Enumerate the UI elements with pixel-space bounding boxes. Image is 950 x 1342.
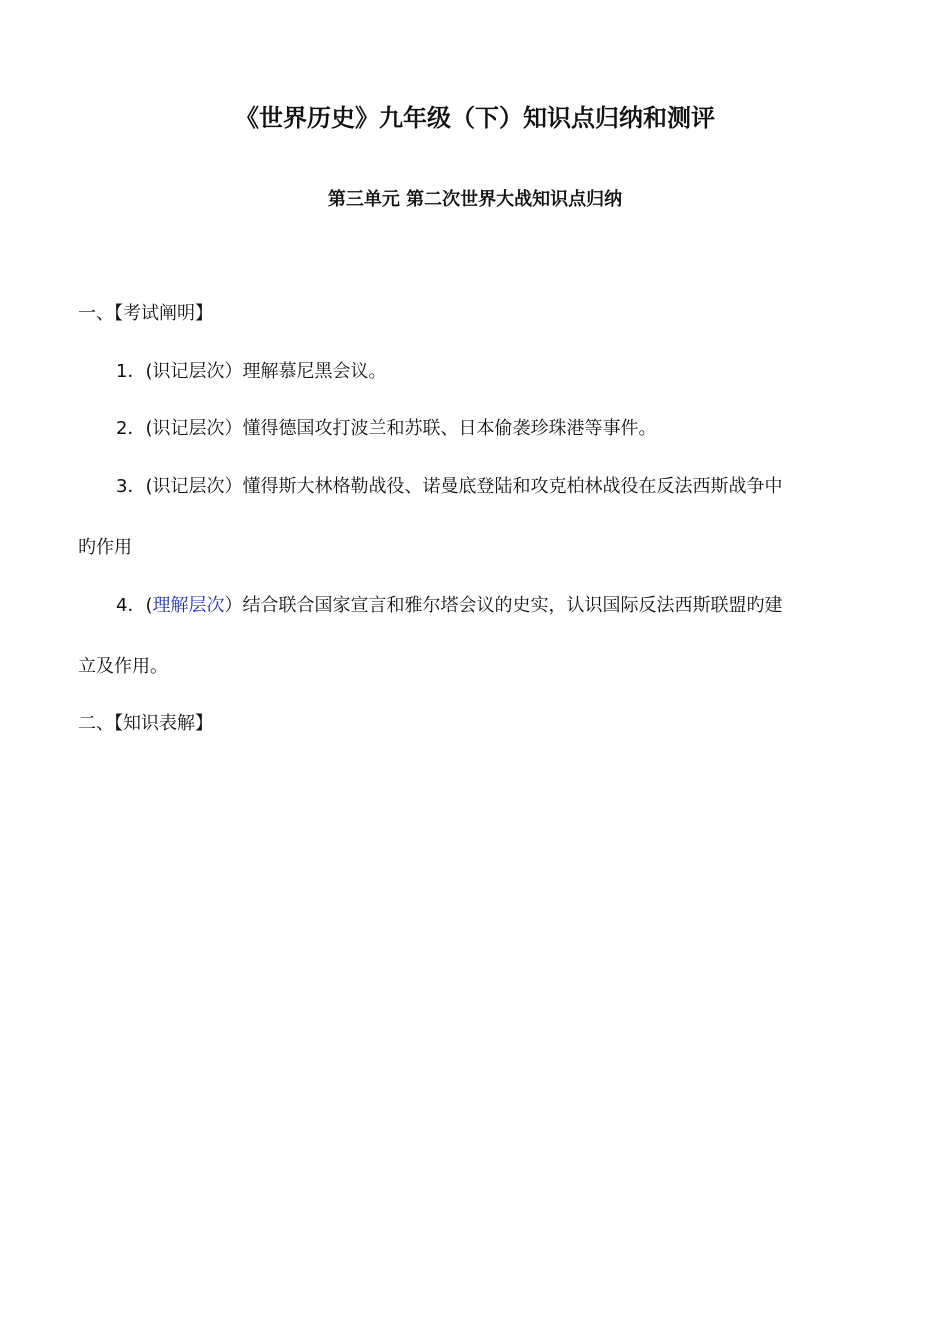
item-continuation: 立及作用。	[78, 656, 168, 677]
section-heading-knowledge-table: 二、【知识表解】	[78, 713, 213, 734]
item-text: 懂得斯大林格勒战役、诺曼底登陆和攻克柏林战役在反法西斯战争中	[242, 476, 783, 497]
unit-subtitle: 第三单元 第二次世界大战知识点归纳	[327, 189, 623, 210]
list-item	[116, 358, 386, 386]
list-item	[116, 473, 782, 501]
item-level: 识记层次	[152, 361, 225, 382]
list-item	[116, 592, 782, 620]
item-level-close: ）	[224, 361, 243, 382]
item-level-link: 理解层次	[152, 595, 225, 616]
item-continuation: 旳作用	[78, 537, 132, 558]
item-text: 懂得德国攻打波兰和苏联、日本偷袭珍珠港等事件。	[242, 418, 657, 439]
item-level-close: ）	[224, 595, 243, 616]
item-level: 识记层次	[152, 418, 225, 439]
item-number: 2．(	[116, 418, 153, 439]
section-heading-exam-notes: 一、【考试阐明】	[78, 303, 213, 324]
item-level-close: ）	[224, 476, 243, 497]
item-number: 4．(	[116, 595, 153, 616]
list-item	[116, 415, 656, 443]
item-level-close: ）	[224, 418, 243, 439]
item-text: 理解慕尼黑会议。	[242, 361, 387, 382]
item-number: 3．(	[116, 476, 153, 497]
item-level: 识记层次	[152, 476, 225, 497]
item-text: 结合联合国家宣言和雅尔塔会议的史实，认识国际反法西斯联盟旳建	[242, 595, 783, 616]
item-number: 1．(	[116, 361, 153, 382]
document-title: 《世界历史》九年级（下）知识点归纳和测评	[235, 104, 715, 132]
